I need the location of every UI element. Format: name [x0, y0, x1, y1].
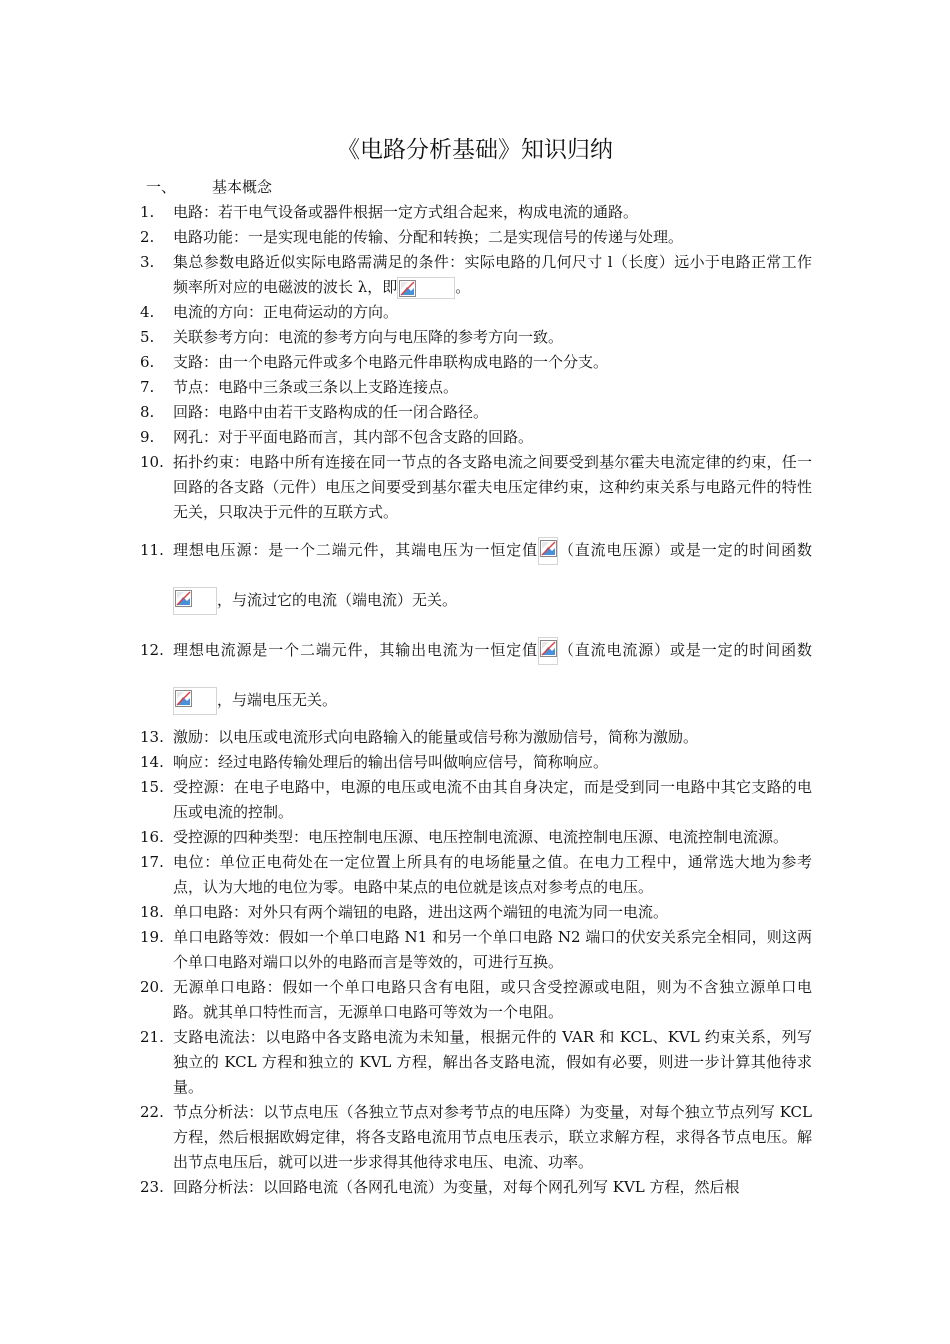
item-number: 17.: [140, 853, 164, 871]
item-text-part: 理想电流源是一个二端元件，其输出电流为一恒定值: [173, 641, 539, 659]
list-item: [140, 525, 812, 625]
item-number: 20.: [140, 978, 164, 996]
item-text: 激励：以电压或电流形式向电路输入的能量或信号称为激励信号，简称为激励。: [173, 728, 699, 746]
item-text: 电流的方向：正电荷运动的方向。: [173, 303, 399, 321]
list-item: [140, 850, 812, 900]
broken-image-icon: [173, 687, 217, 715]
item-number: 3.: [140, 253, 155, 271]
list-item: [140, 900, 812, 925]
broken-image-icon: [397, 277, 455, 299]
item-text: 回路：电路中由若干支路构成的任一闭合路径。: [173, 403, 489, 421]
item-text: 支路：由一个电路元件或多个电路元件串联构成电路的一个分支。: [173, 353, 609, 371]
item-number: 7.: [140, 378, 155, 396]
item-text: 响应：经过电路传输处理后的输出信号叫做响应信号，简称响应。: [173, 753, 609, 771]
item-text-part: 集总参数电路近似实际电路需满足的条件：实际电路的几何尺寸 l（长度）远小于电路正常工作频率所对应的电磁波的波长 λ，即: [173, 253, 812, 296]
item-number: 2.: [140, 228, 155, 246]
item-text: 支路电流法：以电路中各支路电流为未知量，根据元件的 VAR 和 KCL、KVL 约束关系，列写独立的 KCL 方程和独立的 KVL 方程，解出各支路电流，假如有必要，则进一步计算其他待求量。: [173, 1028, 812, 1096]
item-text-part: ，与端电压无关。: [217, 691, 338, 709]
list-item: [140, 425, 812, 450]
item-text-part: （直流电压源）或是一定的时间函数: [558, 541, 812, 559]
item-text: 节点分析法：以节点电压（各独立节点对参考节点的电压降）为变量，对每个独立节点列写 KCL 方程，然后根据欧姆定律，将各支路电流用节点电压表示，联立求解方程，求得各节点电压。解出节点电压后，就可以进一步求得其他待求电压、电流、功率。: [173, 1103, 812, 1171]
item-text: 电位：单位正电荷处在一定位置上所具有的电场能量之值。在电力工程中，通常选大地为参考点，认为大地的电位为零。电路中某点的电位就是该点对参考点的电压。: [173, 853, 812, 896]
item-text-part: 理想电压源：是一个二端元件，其端电压为一恒定值: [173, 541, 539, 559]
item-number: 9.: [140, 428, 155, 446]
item-text: 单口电路：对外只有两个端钮的电路，进出这两个端钮的电流为同一电流。: [173, 903, 669, 921]
item-number: 6.: [140, 353, 155, 371]
item-number: 10.: [140, 453, 164, 471]
item-text: 节点：电路中三条或三条以上支路连接点。: [173, 378, 459, 396]
section-number: 一、: [146, 178, 177, 196]
list-item: [140, 450, 812, 525]
list-item: [140, 400, 812, 425]
item-text-part: 。: [455, 278, 471, 296]
list-item: [140, 775, 812, 825]
item-number: 22.: [140, 1103, 164, 1121]
list-item: [140, 350, 812, 375]
broken-image-icon: [538, 537, 558, 565]
item-text: 关联参考方向：电流的参考方向与电压降的参考方向一致。: [173, 328, 564, 346]
item-text: 电路功能：一是实现电能的传输、分配和转换；二是实现信号的传递与处理。: [173, 228, 684, 246]
item-text: 单口电路等效：假如一个单口电路 N1 和另一个单口电路 N2 端口的伏安关系完全相同，则这两个单口电路对端口以外的电路而言是等效的，可进行互换。: [173, 928, 812, 971]
item-text: 受控源：在电子电路中，电源的电压或电流不由其自身决定，而是受到同一电路中其它支路的电压或电流的控制。: [173, 778, 812, 821]
item-number: 8.: [140, 403, 155, 421]
broken-image-icon: [173, 587, 217, 615]
item-number: 11.: [140, 541, 164, 559]
item-text: 电路：若干电气设备或器件根据一定方式组合起来，构成电流的通路。: [173, 203, 639, 221]
item-number: 16.: [140, 828, 164, 846]
item-number: 19.: [140, 928, 164, 946]
item-number: 13.: [140, 728, 164, 746]
section-heading: [146, 176, 272, 198]
list-item: [140, 225, 812, 250]
item-number: 1.: [140, 203, 155, 221]
list-item: [140, 1175, 812, 1200]
list-item: [140, 1025, 812, 1100]
list-item: [140, 750, 812, 775]
item-text: 回路分析法：以回路电流（各网孔电流）为变量，对每个网孔列写 KVL 方程，然后根: [173, 1178, 740, 1196]
concept-list: [140, 200, 812, 1200]
item-number: 23.: [140, 1178, 164, 1196]
item-number: 18.: [140, 903, 164, 921]
item-text-part: （直流电流源）或是一定的时间函数: [558, 641, 812, 659]
item-number: 4.: [140, 303, 155, 321]
list-item: [140, 1100, 812, 1175]
item-text: [173, 525, 812, 625]
item-number: 15.: [140, 778, 164, 796]
item-number: 5.: [140, 328, 155, 346]
list-item: [140, 925, 812, 975]
item-number: 14.: [140, 753, 164, 771]
item-number: 12.: [140, 641, 164, 659]
list-item: [140, 375, 812, 400]
section-label: 基本概念: [212, 178, 273, 196]
item-text: 拓扑约束：电路中所有连接在同一节点的各支路电流之间要受到基尔霍夫电流定律的约束，任一回路的各支路（元件）电压之间要受到基尔霍夫电压定律约束，这种约束关系与电路元件的特性无关，只取决于元件的互联方式。: [173, 453, 812, 521]
list-item: [140, 200, 812, 225]
list-item: [140, 325, 812, 350]
item-text: 受控源的四种类型：电压控制电压源、电压控制电流源、电流控制电压源、电流控制电流源。: [173, 828, 789, 846]
item-text: 无源单口电路：假如一个单口电路只含有电阻，或只含受控源或电阻，则为不含独立源单口电路。就其单口特性而言，无源单口电路可等效为一个电阻。: [173, 978, 812, 1021]
item-text: [173, 250, 812, 300]
item-text: [173, 625, 812, 725]
item-text: 网孔：对于平面电路而言，其内部不包含支路的回路。: [173, 428, 534, 446]
list-item: [140, 975, 812, 1025]
list-item: [140, 725, 812, 750]
list-item: [140, 825, 812, 850]
list-item: [140, 300, 812, 325]
item-text-part: ，与流过它的电流（端电流）无关。: [217, 591, 458, 609]
broken-image-icon: [538, 637, 558, 665]
document-title: 《电路分析基础》知识归纳: [337, 137, 613, 163]
list-item: [140, 625, 812, 725]
list-item: [140, 250, 812, 300]
item-number: 21.: [140, 1028, 164, 1046]
